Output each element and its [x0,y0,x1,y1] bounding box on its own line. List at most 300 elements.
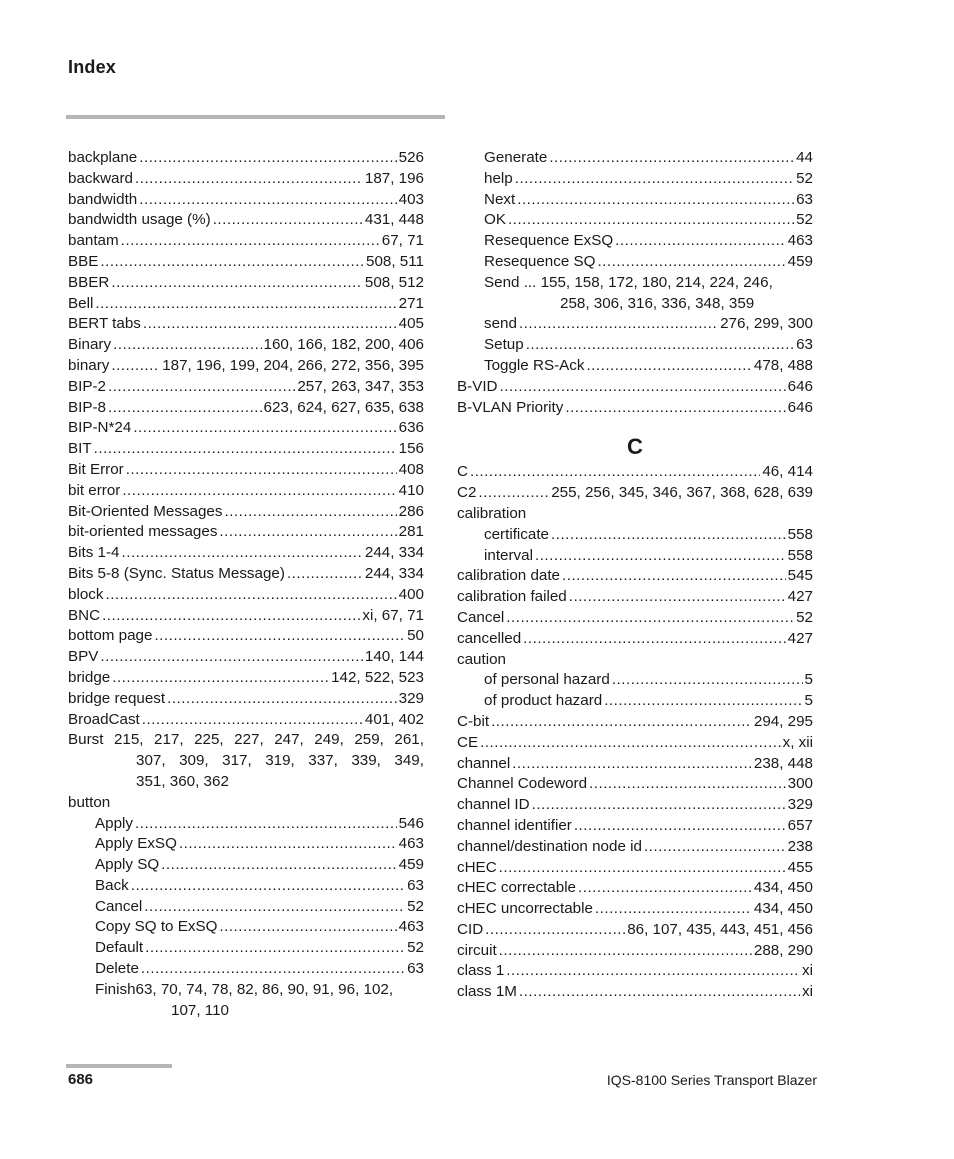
entry-term: Generate [484,149,548,166]
entry-pages: 160, 166, 182, 200, 406 [263,336,424,354]
index-entry [68,834,424,855]
index-entry [457,546,813,567]
entry-pages: 63 [796,336,813,354]
entry-term: Default [95,939,144,957]
index-entry [68,169,424,190]
entry-term: Burst [68,731,104,749]
entry-term: help [484,169,513,187]
index-entry [457,377,813,398]
index-entry [68,439,424,460]
dot-leader [131,876,405,897]
entry-term: BIT [68,440,92,458]
entry-pages: 255, 256, 345, 346, 367, 368, 628, 639 [551,484,813,502]
entry-page: 247, [274,731,304,749]
entry-pages: 300 [787,775,813,793]
entry-pages: 459 [398,856,424,874]
index-entry [457,252,813,273]
dot-leader [122,481,396,502]
index-entry [68,314,424,335]
dot-leader [141,959,405,980]
index-entry [457,148,813,169]
entry-pages: 636 [398,419,424,437]
entry-term: Toggle RS-Ack [484,356,585,374]
entry-pages: 63 [407,960,424,978]
entry-pages: 459 [787,252,813,270]
dot-leader [574,816,786,837]
index-entry [457,335,813,356]
dot-leader [508,210,794,231]
dot-leader [102,606,360,627]
index-entry [68,606,424,627]
dot-leader [515,169,794,190]
entry-term: OK [484,211,506,229]
entry-term: bridge request [68,689,166,707]
dot-leader [287,564,363,585]
dot-leader [213,210,363,231]
entry-term: circuit [457,941,497,959]
entry-pages: 400 [398,585,424,603]
dot-leader [535,546,786,567]
dot-leader [485,920,625,941]
button-subentries-continued-2 [457,314,813,376]
entry-page: 337, [308,752,338,770]
entry-pages: 329 [398,689,424,707]
entry-term: BBER [68,273,110,291]
entry-pages: 187, 196, 199, 204, 266, 272, 356, 395 [162,356,424,374]
entry-pages: 478, 488 [753,356,813,374]
entry-pages: 244, 334 [364,544,424,562]
entry-term: bandwidth [68,190,138,208]
index-entry [457,670,813,691]
index-entry [457,691,813,712]
dot-leader [100,252,364,273]
index-entry [457,398,813,419]
index-entry [68,377,424,398]
dot-leader [179,834,397,855]
dot-leader [517,190,794,211]
index-entry [457,587,813,608]
entry-term: send [484,315,517,333]
entry-term: B-VLAN Priority [457,398,564,416]
entry-term: Bit-Oriented Messages [68,502,223,520]
dot-leader [112,668,329,689]
entry-term: C-bit [457,712,490,730]
entry-page: 249, [314,731,344,749]
entry-term: BroadCast [68,710,140,728]
entry-pages: 410 [398,481,424,499]
index-entry [68,398,424,419]
entry-term: bit error [68,481,121,499]
left-entries [68,148,424,730]
burst-line-3: 351, 360, 362 [136,772,229,790]
finish-line-2: 107, 110 [171,1001,229,1019]
dot-leader [506,961,800,982]
index-entry [68,959,424,980]
entry-pages: 244, 334 [364,564,424,582]
entry-page: 317, [222,752,252,770]
dot-leader [500,377,786,398]
page-title: Index [68,57,117,77]
entry-term: BIP-N*24 [68,419,132,437]
entry-term: channel/destination node id [457,837,642,855]
index-entry [68,294,424,315]
dot-leader [499,858,786,879]
index-entry [457,525,813,546]
footer-divider [66,1064,172,1068]
entry-term: Channel Codeword [457,775,588,793]
dot-leader [565,398,785,419]
index-entry [68,668,424,689]
entry-pages: 403 [398,190,424,208]
index-entry [68,876,424,897]
entry-term: of product hazard [484,692,603,710]
entry-pages: 63 [796,190,813,208]
index-entry [457,795,813,816]
entry-pages: 463 [787,232,813,250]
entry-pages: 427 [787,588,813,606]
entry-pages: 294, 295 [753,712,813,730]
dot-leader [491,712,752,733]
section-gap [457,418,813,432]
index-entry [457,566,813,587]
index-heading-button: button [68,793,111,811]
dot-leader [644,837,786,858]
index-entry [457,462,813,483]
dot-leader [144,897,405,918]
index-entry [68,710,424,731]
entry-term: binary [68,356,110,374]
entry-pages: 238, 448 [753,754,813,772]
c-entries-2 [457,566,813,649]
entry-pages: x, xii [782,733,813,751]
entry-pages: 44 [796,149,813,166]
entry-page: 339, [351,752,381,770]
entry-term: interval [484,546,533,564]
entry-page: 309, [179,752,209,770]
dot-leader [586,356,751,377]
dot-leader [526,335,794,356]
entry-pages: 508, 512 [364,273,424,291]
c-entries-3 [457,712,813,1003]
dot-leader [569,587,786,608]
dot-leader [139,190,396,211]
entry-pages: 156 [398,440,424,458]
dot-leader [615,231,785,252]
dot-leader [143,314,397,335]
index-entry [457,754,813,775]
entry-term: of personal hazard [484,671,610,689]
dot-leader [161,855,397,876]
dot-leader [111,273,363,294]
dot-leader [126,460,397,481]
section-letter-c: C [627,434,643,460]
index-entry-burst [68,730,424,792]
dot-leader [135,814,397,835]
index-entry [68,460,424,481]
entry-term: BBE [68,252,99,270]
right-index-column [457,148,813,1003]
index-entry [457,712,813,733]
index-entry [457,920,813,941]
index-entry [68,689,424,710]
entry-pages: 238 [787,837,813,855]
index-entry [68,418,424,439]
index-entry [68,190,424,211]
index-entry [68,917,424,938]
dot-leader [532,795,786,816]
index-entry [457,314,813,335]
entry-pages: 281 [398,523,424,541]
index-heading-caution: caution [457,650,506,668]
entry-pages: 46, 414 [762,463,813,481]
dot-leader [519,982,800,1003]
index-entry [68,647,424,668]
caution-subentries [457,670,813,712]
index-entry [457,629,813,650]
entry-pages: 455 [787,858,813,876]
dot-leader [122,543,363,564]
entry-pages: 558 [787,546,813,564]
entry-term: calibration date [457,567,561,585]
entry-page: 225, [194,731,224,749]
entry-pages: 52 [796,211,813,229]
entry-term: C [457,463,468,481]
entry-term: Bit Error [68,460,124,478]
entry-term: BIP-2 [68,377,106,395]
button-subentries [68,814,424,980]
index-entry [68,502,424,523]
index-entry [457,190,813,211]
dot-leader [145,938,405,959]
entry-term: cHEC [457,858,497,876]
entry-term: channel [457,754,511,772]
entry-term: CID [457,920,484,938]
entry-term: Bell [68,294,94,312]
index-entry [68,585,424,606]
dot-leader [224,502,396,523]
dot-leader [121,231,380,252]
entry-pages: 187, 196 [364,169,424,187]
entry-term: backward [68,169,133,187]
finish-line-1: Finish63, 70, 74, 78, 82, 86, 90, 91, 96, 102, [95,980,394,998]
index-entry [68,814,424,835]
calibration-subentries [457,525,813,567]
entry-page: 307, [136,752,166,770]
index-entry [457,608,813,629]
index-entry [457,816,813,837]
index-entry [457,210,813,231]
entry-term: Back [95,876,129,894]
product-title: IQS-8100 Series Transport Blazer [606,1072,817,1088]
entry-term: cHEC correctable [457,879,577,897]
dot-leader [105,585,396,606]
entry-term: C2 [457,484,477,502]
entry-pages: 623, 624, 627, 635, 638 [263,398,424,416]
dot-leader [523,629,785,650]
entry-pages: 431, 448 [364,211,424,229]
entry-term: Apply [95,814,133,832]
entry-term: Bits 1-4 [68,544,120,562]
entry-term: backplane [68,149,138,166]
entry-pages: 545 [787,567,813,585]
entry-term: certificate [484,525,549,543]
dot-leader [154,626,405,647]
index-entry [68,481,424,502]
entry-term: Delete [95,960,139,978]
entry-term: Apply SQ [95,856,160,874]
dot-leader [133,418,396,439]
entry-page: 259, [354,731,384,749]
index-entry [457,483,813,504]
index-entry [68,335,424,356]
entry-pages: 463 [398,835,424,853]
entry-pages: 140, 144 [364,648,424,666]
page-number: 686 [68,1071,94,1088]
entry-term: CE [457,733,479,751]
index-entry [68,855,424,876]
index-entry [457,982,813,1003]
dot-leader [499,941,752,962]
entry-pages: 63 [407,876,424,894]
entry-term: Cancel [95,897,143,915]
index-entry [457,774,813,795]
entry-pages: 52 [796,169,813,187]
entry-term: Apply ExSQ [95,835,177,853]
left-index-column [68,148,424,1021]
index-entry [457,733,813,754]
dot-leader [219,917,396,938]
dot-leader [95,294,396,315]
index-entry [68,543,424,564]
dot-leader [219,522,396,543]
entry-pages: 646 [787,398,813,416]
index-entry [457,858,813,879]
entry-term: class 1M [457,983,517,1001]
dot-leader [139,148,396,169]
send-line-1: Send ... 155, 158, 172, 180, 214, 224, 246, [484,273,773,291]
entry-term: bandwidth usage (%) [68,211,211,229]
index-entry [457,356,813,377]
dot-leader [578,878,752,899]
b-entries [457,377,813,419]
send-line-2: 258, 306, 316, 336, 348, 359 [560,294,755,312]
entry-pages: 67, 71 [381,232,424,250]
entry-page: 261, [394,731,424,749]
entry-term: Next [484,190,516,208]
index-entry [68,210,424,231]
entry-page: 319, [265,752,295,770]
header-divider [66,115,445,119]
index-entry [457,961,813,982]
entry-term: BNC [68,606,101,624]
entry-pages: 646 [787,377,813,395]
entry-pages: 52 [796,608,813,626]
entry-pages: xi, 67, 71 [362,606,424,624]
entry-term: BPV [68,648,99,666]
entry-term: calibration failed [457,588,567,606]
entry-term: Setup [484,336,524,354]
dot-leader [562,566,786,587]
dot-leader [470,462,760,483]
entry-pages: xi [802,962,813,980]
entry-term: cHEC uncorrectable [457,900,593,918]
entry-pages: 427 [787,629,813,647]
dot-leader [100,647,362,668]
index-heading-calibration: calibration [457,504,527,522]
entry-pages: 5 [804,671,813,689]
entry-pages: 286 [398,502,424,520]
entry-pages: 463 [398,918,424,936]
index-entry [457,878,813,899]
entry-term: BERT tabs [68,315,141,333]
index-entry [68,626,424,647]
entry-pages: 50 [407,627,424,645]
entry-pages: 271 [398,294,424,312]
dot-leader [167,689,397,710]
dot-leader [549,148,794,169]
dot-leader [108,398,262,419]
entry-pages: 5 [804,692,813,710]
index-entry [68,938,424,959]
entry-pages: 434, 450 [753,900,813,918]
entry-pages: 405 [398,315,424,333]
entry-term: Bits 5-8 (Sync. Status Message) [68,564,285,582]
entry-pages: 276, 299, 300 [720,315,813,333]
entry-term: bit-oriented messages [68,523,218,541]
entry-term: cancelled [457,629,522,647]
entry-term: Resequence ExSQ [484,232,614,250]
entry-page: 215, [113,731,144,749]
entry-pages: 86, 107, 435, 443, 451, 456 [627,920,813,938]
entry-pages: 257, 263, 347, 353 [297,377,424,395]
entry-pages: 408 [398,460,424,478]
entry-pages: 526 [398,149,424,166]
entry-pages: 329 [787,796,813,814]
entry-page: 227, [234,731,264,749]
entry-term: block [68,585,104,603]
index-entry [457,899,813,920]
entry-pages: 508, 511 [366,252,424,270]
burst-line-1 [68,730,424,751]
dot-leader [604,691,802,712]
burst-line-2 [68,751,424,772]
entry-page: 217, [154,731,184,749]
dot-leader [135,169,363,190]
dot-leader [111,356,160,377]
index-entry [68,252,424,273]
entry-pages: 558 [787,525,813,543]
dot-leader [478,483,549,504]
entry-pages: 657 [787,816,813,834]
entry-term: Resequence SQ [484,252,596,270]
dot-leader [551,525,786,546]
index-entry [68,522,424,543]
index-entry [68,356,424,377]
c-entries-1 [457,462,813,504]
dot-leader [142,710,363,731]
index-entry [457,941,813,962]
index-entry [457,231,813,252]
entry-pages: 142, 522, 523 [331,668,424,686]
entry-pages: 52 [407,897,424,915]
entry-term: B-VID [457,377,498,395]
button-subentries-continued [457,148,813,273]
dot-leader [108,377,295,398]
dot-leader [512,754,752,775]
index-entry [68,273,424,294]
index-entry [68,148,424,169]
entry-pages: 401, 402 [364,710,424,728]
